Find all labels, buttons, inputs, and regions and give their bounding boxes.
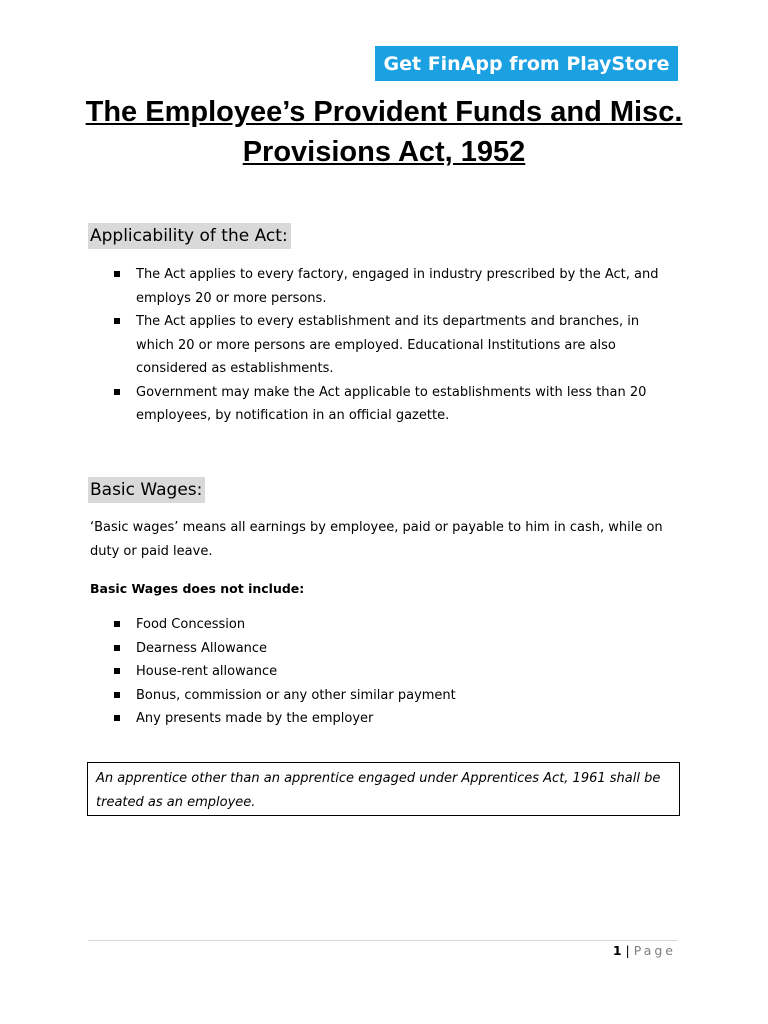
list-item-text: employees, by notification in an official gazette. <box>136 408 450 423</box>
bullet-square-icon <box>114 621 120 627</box>
list-item-text: considered as establishments. <box>136 361 334 376</box>
bullet-square-icon <box>114 271 120 277</box>
note-line: treated as an employee. <box>96 794 256 810</box>
exclusions-list <box>112 613 682 731</box>
definition-line: duty or paid leave. <box>90 543 213 559</box>
page-label: Page <box>633 943 676 958</box>
footer-divider <box>88 940 678 941</box>
list-item-text: employs 20 or more persons. <box>136 290 327 306</box>
applicability-list <box>112 263 682 428</box>
list-item-text: Bonus, commission or any other similar payment <box>136 687 456 703</box>
list-item-text: Government may make the Act applicable to establishments with less than 20 <box>136 384 647 400</box>
list-item-text: which 20 or more persons are employed. Educational Institutions are also <box>136 337 616 353</box>
apprentice-note-box <box>87 762 680 816</box>
list-item-text: House-rent allowance <box>136 664 278 679</box>
list-item <box>112 613 682 637</box>
list-item <box>112 637 682 661</box>
definition-line: ‘Basic wages’ means all earnings by employee, paid or payable to him in cash, while on <box>90 520 663 535</box>
document-title <box>60 92 708 172</box>
bullet-square-icon <box>114 715 120 721</box>
section-heading-applicability: Applicability of the Act: <box>88 223 291 249</box>
exclusions-title: Basic Wages does not include: <box>90 581 305 596</box>
page-footer <box>613 941 676 961</box>
bullet-square-icon <box>114 318 120 324</box>
list-item <box>112 310 682 381</box>
list-item <box>112 660 682 684</box>
bullet-square-icon <box>114 389 120 395</box>
list-item <box>112 684 682 708</box>
list-item <box>112 707 682 731</box>
bullet-square-icon <box>114 668 120 674</box>
list-item-text: Any presents made by the employer <box>136 711 374 726</box>
get-finapp-button[interactable]: Get FinApp from PlayStore <box>375 46 678 81</box>
title-line-1: The Employee’s Provident Funds and Misc. <box>85 96 683 128</box>
list-item-text: Food Concession <box>136 617 246 632</box>
section-heading-basic-wages: Basic Wages: <box>88 477 205 503</box>
list-item-text: The Act applies to every factory, engaged in industry prescribed by the Act, and <box>136 267 659 282</box>
title-line-2: Provisions Act, 1952 <box>242 136 526 168</box>
list-item-text: Dearness Allowance <box>136 640 268 656</box>
note-line: An apprentice other than an apprentice engaged under Apprentices Act, 1961 shall be <box>96 771 661 786</box>
page-number: 1 <box>612 943 622 958</box>
bullet-square-icon <box>114 692 120 698</box>
basic-wages-definition <box>90 516 680 563</box>
list-item <box>112 381 682 428</box>
bullet-square-icon <box>114 645 120 651</box>
list-item-text: The Act applies to every establishment and its departments and branches, in <box>136 314 640 329</box>
footer-separator: | <box>625 943 630 958</box>
list-item <box>112 263 682 310</box>
